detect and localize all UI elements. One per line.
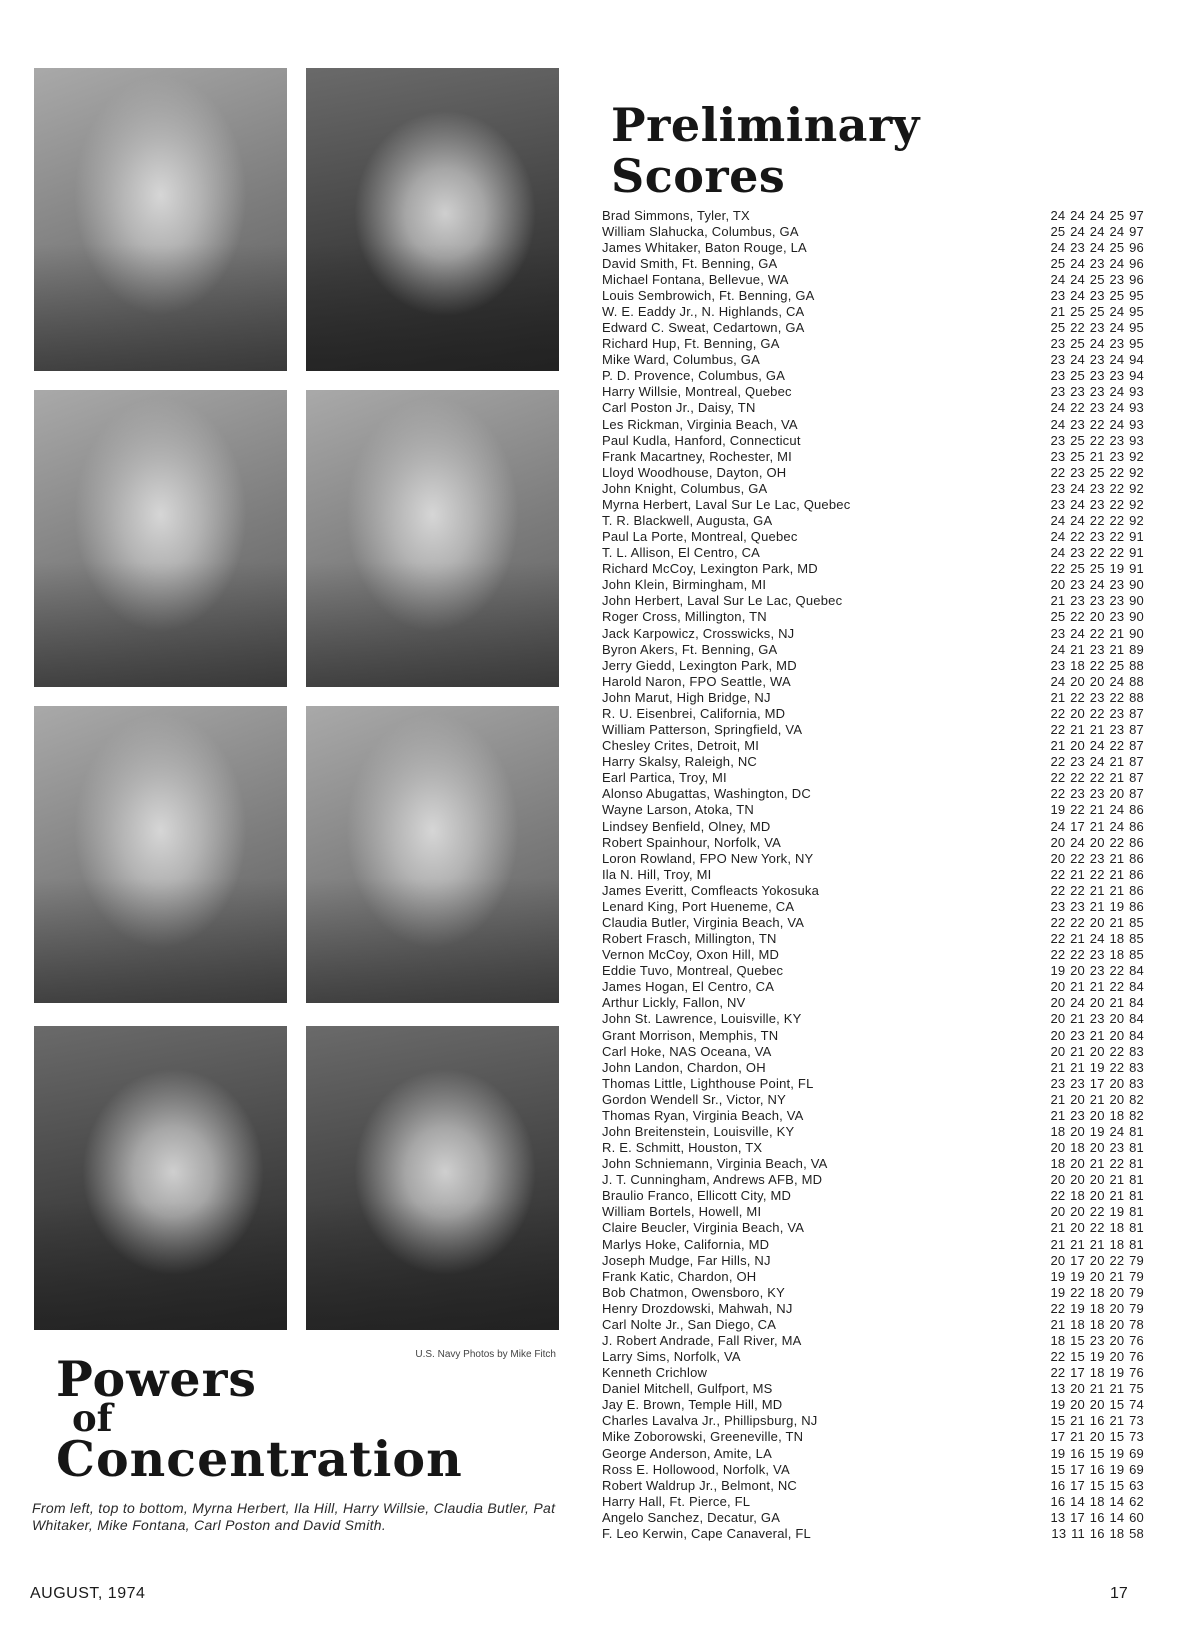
score-row bbox=[602, 1043, 1144, 1059]
shooter-name: James Whitaker, Baton Rouge, LA bbox=[602, 239, 807, 255]
score-row bbox=[602, 802, 1144, 818]
photo-david-smith bbox=[306, 1026, 559, 1330]
score-row bbox=[602, 1284, 1144, 1300]
scores-title bbox=[611, 100, 920, 202]
score-row bbox=[602, 882, 1144, 898]
shooter-name: Gordon Wendell Sr., Victor, NY bbox=[602, 1091, 786, 1107]
photo-caption: From left, top to bottom, Myrna Herbert, Ila Hill, Harry Willsie, Claudia Butler, Pat Whitaker, Mike Fontana, Carl Poston and David Smith. bbox=[32, 1500, 556, 1533]
photo-harry-willsie bbox=[34, 390, 287, 687]
shooter-name: James Hogan, El Centro, CA bbox=[602, 979, 775, 995]
score-row bbox=[602, 947, 1144, 963]
shooter-scores: 13 17 16 14 60 bbox=[1050, 1509, 1144, 1525]
shooter-scores: 16 17 15 15 63 bbox=[1050, 1477, 1144, 1493]
score-row bbox=[602, 1236, 1144, 1252]
issue-date: AUGUST, 1974 bbox=[30, 1585, 146, 1602]
shooter-name: Claire Beucler, Virginia Beach, VA bbox=[602, 1220, 805, 1236]
shooter-scores: 18 15 23 20 76 bbox=[1050, 1333, 1144, 1348]
shooter-scores: 24 23 24 25 96 bbox=[1050, 239, 1144, 255]
score-row bbox=[602, 1220, 1144, 1236]
shooter-scores: 21 23 23 23 90 bbox=[1050, 593, 1144, 609]
shooter-name: John Schniemann, Virginia Beach, VA bbox=[602, 1156, 828, 1172]
shooter-name: Mike Zoborowski, Greeneville, TN bbox=[602, 1429, 804, 1445]
shooter-name: Bob Chatmon, Owensboro, KY bbox=[602, 1284, 785, 1300]
shooter-name: P. D. Provence, Columbus, GA bbox=[602, 368, 786, 384]
shooter-name: Chesley Crites, Detroit, MI bbox=[602, 738, 760, 754]
shooter-scores: 23 23 23 24 93 bbox=[1050, 384, 1144, 400]
shooter-scores: 24 23 22 22 91 bbox=[1050, 545, 1144, 561]
shooter-name: Angelo Sanchez, Decatur, GA bbox=[602, 1509, 781, 1525]
score-row bbox=[602, 673, 1144, 689]
shooter-scores: 19 20 20 15 74 bbox=[1050, 1397, 1144, 1413]
scores-title-line-1: Preliminary bbox=[611, 98, 920, 152]
shooter-scores: 16 14 18 14 62 bbox=[1050, 1493, 1144, 1509]
shooter-scores: 21 25 25 24 95 bbox=[1050, 304, 1144, 319]
shooter-scores: 22 21 21 23 87 bbox=[1050, 722, 1144, 738]
shooter-scores: 20 24 20 22 86 bbox=[1050, 834, 1144, 850]
shooter-name: Louis Sembrowich, Ft. Benning, GA bbox=[602, 287, 815, 303]
shooter-scores: 22 15 19 20 76 bbox=[1050, 1349, 1144, 1365]
score-row bbox=[602, 1059, 1144, 1075]
shooter-scores: 20 23 21 20 84 bbox=[1050, 1027, 1144, 1043]
shooter-name: R. U. Eisenbrei, California, MD bbox=[602, 705, 786, 721]
shooter-scores: 23 18 22 25 88 bbox=[1050, 657, 1144, 673]
shooter-scores: 19 22 18 20 79 bbox=[1050, 1284, 1144, 1300]
shooter-scores: 22 21 22 21 86 bbox=[1050, 866, 1144, 882]
shooter-scores: 20 24 20 21 84 bbox=[1050, 995, 1144, 1011]
photo-pat-whitaker bbox=[34, 706, 287, 1003]
score-row bbox=[602, 512, 1144, 528]
score-row bbox=[602, 1204, 1144, 1220]
shooter-name: John Klein, Birmingham, MI bbox=[602, 577, 767, 593]
shooter-name: Richard McCoy, Lexington Park, MD bbox=[602, 561, 818, 577]
article-title-line-1: Powers bbox=[56, 1350, 257, 1408]
score-row bbox=[602, 931, 1144, 947]
score-row bbox=[602, 303, 1144, 319]
score-row bbox=[602, 1140, 1144, 1156]
shooter-name: John Breitenstein, Louisville, KY bbox=[602, 1123, 795, 1139]
shooter-scores: 24 24 24 25 97 bbox=[1050, 207, 1144, 223]
score-row bbox=[602, 464, 1144, 480]
score-row bbox=[602, 786, 1144, 802]
shooter-name: Roger Cross, Millington, TN bbox=[602, 609, 767, 625]
shooter-name: T. R. Blackwell, Augusta, GA bbox=[602, 513, 773, 529]
shooter-name: Harold Naron, FPO Seattle, WA bbox=[602, 673, 791, 689]
score-row bbox=[602, 1075, 1144, 1091]
shooter-scores: 23 23 21 19 86 bbox=[1050, 898, 1144, 914]
shooter-name: W. E. Eaddy Jr., N. Highlands, CA bbox=[602, 304, 805, 319]
article-title-line-3: Concentration bbox=[56, 1430, 463, 1488]
score-row bbox=[602, 271, 1144, 287]
shooter-scores: 24 21 23 21 89 bbox=[1050, 641, 1144, 657]
score-row bbox=[602, 561, 1144, 577]
score-row bbox=[602, 368, 1144, 384]
photo-claudia-butler bbox=[306, 390, 559, 687]
shooter-scores: 23 24 23 22 92 bbox=[1050, 496, 1144, 512]
photo-credit: U.S. Navy Photos by Mike Fitch bbox=[415, 1349, 556, 1360]
score-row bbox=[602, 979, 1144, 995]
shooter-name: Ross E. Hollowood, Norfolk, VA bbox=[602, 1461, 790, 1477]
score-row bbox=[602, 1461, 1144, 1477]
shooter-scores: 23 24 22 21 90 bbox=[1050, 625, 1144, 641]
score-row bbox=[602, 1156, 1144, 1172]
score-row bbox=[602, 239, 1144, 255]
shooter-scores: 23 23 17 20 83 bbox=[1050, 1075, 1144, 1091]
score-row bbox=[602, 496, 1144, 512]
shooter-name: John St. Lawrence, Louisville, KY bbox=[602, 1011, 802, 1027]
shooter-scores: 22 23 24 21 87 bbox=[1050, 754, 1144, 770]
shooter-scores: 24 20 20 24 88 bbox=[1050, 673, 1144, 689]
shooter-scores: 20 21 20 22 83 bbox=[1050, 1043, 1144, 1059]
score-row bbox=[602, 1445, 1144, 1461]
shooter-scores: 22 22 20 21 85 bbox=[1050, 914, 1144, 930]
shooter-scores: 24 22 23 22 91 bbox=[1050, 529, 1144, 545]
shooter-scores: 21 20 24 22 87 bbox=[1050, 738, 1144, 754]
shooter-scores: 21 22 23 22 88 bbox=[1050, 689, 1144, 705]
shooter-scores: 22 18 20 21 81 bbox=[1050, 1188, 1144, 1204]
score-row bbox=[602, 480, 1144, 496]
score-row bbox=[602, 1413, 1144, 1429]
shooter-scores: 22 25 25 19 91 bbox=[1050, 561, 1144, 577]
score-row bbox=[602, 1316, 1144, 1332]
score-row bbox=[602, 770, 1144, 786]
score-row bbox=[602, 255, 1144, 271]
shooter-name: J. Robert Andrade, Fall River, MA bbox=[602, 1333, 802, 1348]
shooter-name: Les Rickman, Virginia Beach, VA bbox=[602, 416, 798, 432]
shooter-scores: 23 25 24 23 95 bbox=[1050, 336, 1144, 352]
photo-mike-fontana bbox=[306, 706, 559, 1003]
shooter-scores: 23 25 21 23 92 bbox=[1050, 448, 1144, 464]
score-row bbox=[602, 529, 1144, 545]
shooter-name: Myrna Herbert, Laval Sur Le Lac, Quebec bbox=[602, 496, 851, 512]
article-title-line-2: of bbox=[72, 1396, 113, 1440]
shooter-name: Edward C. Sweat, Cedartown, GA bbox=[602, 320, 805, 336]
photo-carl-poston bbox=[34, 1026, 287, 1330]
score-row bbox=[602, 1525, 1144, 1541]
score-row bbox=[602, 898, 1144, 914]
shooter-scores: 19 19 20 21 79 bbox=[1050, 1268, 1144, 1284]
score-row bbox=[602, 432, 1144, 448]
shooter-name: Grant Morrison, Memphis, TN bbox=[602, 1027, 779, 1043]
shooter-name: Loron Rowland, FPO New York, NY bbox=[602, 850, 814, 866]
score-row bbox=[602, 834, 1144, 850]
shooter-name: James Everitt, Comfleacts Yokosuka bbox=[602, 882, 820, 898]
shooter-scores: 22 23 23 20 87 bbox=[1050, 786, 1144, 802]
shooter-name: Vernon McCoy, Oxon Hill, MD bbox=[602, 947, 780, 963]
shooter-scores: 20 21 23 20 84 bbox=[1050, 1011, 1144, 1027]
shooter-name: Richard Hup, Ft. Benning, GA bbox=[602, 336, 780, 352]
shooter-scores: 25 24 23 24 96 bbox=[1050, 255, 1144, 271]
shooter-name: Lenard King, Port Hueneme, CA bbox=[602, 898, 795, 914]
shooter-name: Braulio Franco, Ellicott City, MD bbox=[602, 1188, 792, 1204]
score-row bbox=[602, 1252, 1144, 1268]
score-row bbox=[602, 320, 1144, 336]
shooter-name: Byron Akers, Ft. Benning, GA bbox=[602, 641, 778, 657]
scores-list bbox=[602, 207, 1144, 1541]
shooter-name: Harry Skalsy, Raleigh, NC bbox=[602, 754, 758, 770]
shooter-scores: 18 20 19 24 81 bbox=[1050, 1123, 1144, 1139]
shooter-name: R. E. Schmitt, Houston, TX bbox=[602, 1140, 763, 1156]
shooter-name: Eddie Tuvo, Montreal, Quebec bbox=[602, 963, 784, 979]
shooter-name: Daniel Mitchell, Gulfport, MS bbox=[602, 1381, 773, 1397]
shooter-scores: 22 20 22 23 87 bbox=[1050, 705, 1144, 721]
scores-title-line-2: Scores bbox=[611, 149, 786, 203]
score-row bbox=[602, 850, 1144, 866]
shooter-name: Harry Hall, Ft. Pierce, FL bbox=[602, 1493, 751, 1509]
shooter-name: Robert Frasch, Millington, TN bbox=[602, 931, 777, 947]
score-row bbox=[602, 995, 1144, 1011]
shooter-scores: 13 11 16 18 58 bbox=[1051, 1525, 1144, 1541]
shooter-name: Carl Nolte Jr., San Diego, CA bbox=[602, 1316, 777, 1332]
score-row bbox=[602, 1091, 1144, 1107]
score-row bbox=[602, 1107, 1144, 1123]
shooter-name: Ila N. Hill, Troy, MI bbox=[602, 866, 712, 882]
shooter-name: Lindsey Benfield, Olney, MD bbox=[602, 818, 771, 834]
shooter-name: Brad Simmons, Tyler, TX bbox=[602, 207, 750, 223]
score-row bbox=[602, 352, 1144, 368]
score-row bbox=[602, 738, 1144, 754]
score-row bbox=[602, 963, 1144, 979]
shooter-scores: 22 19 18 20 79 bbox=[1050, 1300, 1144, 1316]
shooter-name: Claudia Butler, Virginia Beach, VA bbox=[602, 914, 805, 930]
shooter-scores: 20 20 22 19 81 bbox=[1050, 1204, 1144, 1220]
score-row bbox=[602, 545, 1144, 561]
shooter-scores: 23 25 22 23 93 bbox=[1050, 432, 1144, 448]
shooter-name: Michael Fontana, Bellevue, WA bbox=[602, 271, 789, 287]
shooter-scores: 22 21 24 18 85 bbox=[1050, 931, 1144, 947]
score-row bbox=[602, 914, 1144, 930]
page-number: 17 bbox=[1110, 1585, 1128, 1602]
score-row bbox=[602, 1123, 1144, 1139]
score-row bbox=[602, 593, 1144, 609]
shooter-scores: 22 22 22 21 87 bbox=[1050, 770, 1144, 786]
score-row bbox=[602, 1509, 1144, 1525]
score-row bbox=[602, 689, 1144, 705]
shooter-scores: 25 24 24 24 97 bbox=[1050, 223, 1144, 239]
shooter-scores: 20 22 23 21 86 bbox=[1050, 850, 1144, 866]
shooter-scores: 21 20 21 20 82 bbox=[1050, 1091, 1144, 1107]
shooter-scores: 23 24 23 25 95 bbox=[1050, 287, 1144, 303]
shooter-scores: 24 22 23 24 93 bbox=[1050, 400, 1144, 416]
shooter-name: Jerry Giedd, Lexington Park, MD bbox=[602, 657, 797, 673]
shooter-scores: 21 21 21 18 81 bbox=[1050, 1236, 1144, 1252]
shooter-name: Earl Partica, Troy, MI bbox=[602, 770, 727, 786]
score-row bbox=[602, 384, 1144, 400]
shooter-scores: 21 21 19 22 83 bbox=[1050, 1059, 1144, 1075]
shooter-name: John Herbert, Laval Sur Le Lac, Quebec bbox=[602, 593, 843, 609]
score-row bbox=[602, 448, 1144, 464]
shooter-name: Wayne Larson, Atoka, TN bbox=[602, 802, 755, 818]
score-row bbox=[602, 1349, 1144, 1365]
shooter-scores: 21 20 22 18 81 bbox=[1050, 1220, 1144, 1236]
shooter-name: Charles Lavalva Jr., Phillipsburg, NJ bbox=[602, 1413, 818, 1429]
shooter-name: Lloyd Woodhouse, Dayton, OH bbox=[602, 464, 787, 480]
score-row bbox=[602, 657, 1144, 673]
score-row bbox=[602, 866, 1144, 882]
shooter-scores: 19 16 15 19 69 bbox=[1050, 1445, 1144, 1461]
shooter-name: Henry Drozdowski, Mahwah, NJ bbox=[602, 1300, 793, 1316]
score-row bbox=[602, 577, 1144, 593]
score-row bbox=[602, 207, 1144, 223]
score-row bbox=[602, 1268, 1144, 1284]
shooter-name: Carl Hoke, NAS Oceana, VA bbox=[602, 1043, 772, 1059]
score-row bbox=[602, 223, 1144, 239]
shooter-scores: 22 22 21 21 86 bbox=[1050, 882, 1144, 898]
shooter-name: Paul La Porte, Montreal, Quebec bbox=[602, 529, 798, 545]
shooter-name: John Landon, Chardon, OH bbox=[602, 1059, 766, 1075]
score-row bbox=[602, 722, 1144, 738]
shooter-name: William Patterson, Springfield, VA bbox=[602, 722, 803, 738]
shooter-scores: 15 17 16 19 69 bbox=[1050, 1461, 1144, 1477]
score-row bbox=[602, 1172, 1144, 1188]
shooter-name: Joseph Mudge, Far Hills, NJ bbox=[602, 1252, 771, 1268]
score-row bbox=[602, 1027, 1144, 1043]
score-row bbox=[602, 625, 1144, 641]
score-row bbox=[602, 641, 1144, 657]
shooter-scores: 20 21 21 22 84 bbox=[1050, 979, 1144, 995]
score-row bbox=[602, 1493, 1144, 1509]
shooter-scores: 20 20 20 21 81 bbox=[1050, 1172, 1144, 1188]
shooter-name: J. T. Cunningham, Andrews AFB, MD bbox=[602, 1172, 823, 1188]
shooter-scores: 23 24 23 24 94 bbox=[1050, 352, 1144, 368]
shooter-scores: 19 20 23 22 84 bbox=[1050, 963, 1144, 979]
shooter-scores: 24 23 22 24 93 bbox=[1050, 416, 1144, 432]
shooter-scores: 22 17 18 19 76 bbox=[1050, 1365, 1144, 1381]
shooter-scores: 25 22 23 24 95 bbox=[1050, 320, 1144, 336]
score-row bbox=[602, 416, 1144, 432]
shooter-name: John Marut, High Bridge, NJ bbox=[602, 689, 771, 705]
shooter-name: Paul Kudla, Hanford, Connecticut bbox=[602, 432, 801, 448]
score-row bbox=[602, 1429, 1144, 1445]
shooter-name: Thomas Little, Lighthouse Point, FL bbox=[602, 1075, 814, 1091]
shooter-name: Arthur Lickly, Fallon, NV bbox=[602, 995, 746, 1011]
score-row bbox=[602, 609, 1144, 625]
shooter-name: Mike Ward, Columbus, GA bbox=[602, 352, 760, 368]
score-row bbox=[602, 1332, 1144, 1348]
shooter-scores: 24 17 21 24 86 bbox=[1050, 818, 1144, 834]
shooter-name: Jay E. Brown, Temple Hill, MD bbox=[602, 1397, 783, 1413]
shooter-name: Kenneth Crichlow bbox=[602, 1365, 708, 1381]
shooter-name: William Slahucka, Columbus, GA bbox=[602, 223, 799, 239]
shooter-scores: 20 18 20 23 81 bbox=[1050, 1140, 1144, 1156]
shooter-scores: 25 22 20 23 90 bbox=[1050, 609, 1144, 625]
score-row bbox=[602, 1011, 1144, 1027]
shooter-scores: 24 24 25 23 96 bbox=[1050, 271, 1144, 287]
shooter-name: William Bortels, Howell, MI bbox=[602, 1204, 762, 1220]
shooter-scores: 19 22 21 24 86 bbox=[1050, 802, 1144, 818]
shooter-scores: 17 21 20 15 73 bbox=[1050, 1429, 1144, 1445]
shooter-name: Frank Katic, Chardon, OH bbox=[602, 1268, 757, 1284]
shooter-scores: 20 17 20 22 79 bbox=[1050, 1252, 1144, 1268]
shooter-scores: 21 23 20 18 82 bbox=[1050, 1107, 1144, 1123]
shooter-name: Larry Sims, Norfolk, VA bbox=[602, 1349, 741, 1365]
shooter-name: Carl Poston Jr., Daisy, TN bbox=[602, 400, 756, 416]
shooter-scores: 13 20 21 21 75 bbox=[1050, 1381, 1144, 1397]
shooter-name: Alonso Abugattas, Washington, DC bbox=[602, 786, 811, 802]
shooter-name: David Smith, Ft. Benning, GA bbox=[602, 255, 778, 271]
shooter-name: T. L. Allison, El Centro, CA bbox=[602, 545, 761, 561]
score-row bbox=[602, 287, 1144, 303]
score-row bbox=[602, 818, 1144, 834]
score-row bbox=[602, 336, 1144, 352]
shooter-scores: 20 23 24 23 90 bbox=[1050, 577, 1144, 593]
shooter-scores: 18 20 21 22 81 bbox=[1050, 1156, 1144, 1172]
shooter-scores: 23 24 23 22 92 bbox=[1050, 480, 1144, 496]
shooter-name: George Anderson, Amite, LA bbox=[602, 1445, 772, 1461]
score-row bbox=[602, 1397, 1144, 1413]
shooter-scores: 15 21 16 21 73 bbox=[1050, 1413, 1144, 1429]
photo-ila-hill bbox=[306, 68, 559, 371]
shooter-scores: 23 25 23 23 94 bbox=[1050, 368, 1144, 384]
score-row bbox=[602, 1477, 1144, 1493]
shooter-scores: 21 18 18 20 78 bbox=[1050, 1316, 1144, 1332]
shooter-scores: 22 23 25 22 92 bbox=[1050, 464, 1144, 480]
shooter-name: Marlys Hoke, California, MD bbox=[602, 1236, 770, 1252]
shooter-name: F. Leo Kerwin, Cape Canaveral, FL bbox=[602, 1525, 811, 1541]
shooter-name: Robert Waldrup Jr., Belmont, NC bbox=[602, 1477, 798, 1493]
shooter-name: Robert Spainhour, Norfolk, VA bbox=[602, 834, 781, 850]
shooter-name: Frank Macartney, Rochester, MI bbox=[602, 448, 792, 464]
score-row bbox=[602, 1300, 1144, 1316]
shooter-name: Harry Willsie, Montreal, Quebec bbox=[602, 384, 792, 400]
score-row bbox=[602, 705, 1144, 721]
score-row bbox=[602, 1365, 1144, 1381]
score-row bbox=[602, 400, 1144, 416]
shooter-name: John Knight, Columbus, GA bbox=[602, 480, 768, 496]
shooter-name: Thomas Ryan, Virginia Beach, VA bbox=[602, 1107, 804, 1123]
photo-myrna-herbert bbox=[34, 68, 287, 371]
score-row bbox=[602, 1381, 1144, 1397]
score-row bbox=[602, 1188, 1144, 1204]
shooter-scores: 24 24 22 22 92 bbox=[1050, 513, 1144, 529]
score-row bbox=[602, 754, 1144, 770]
shooter-name: Jack Karpowicz, Crosswicks, NJ bbox=[602, 625, 795, 641]
shooter-scores: 22 22 23 18 85 bbox=[1050, 947, 1144, 963]
